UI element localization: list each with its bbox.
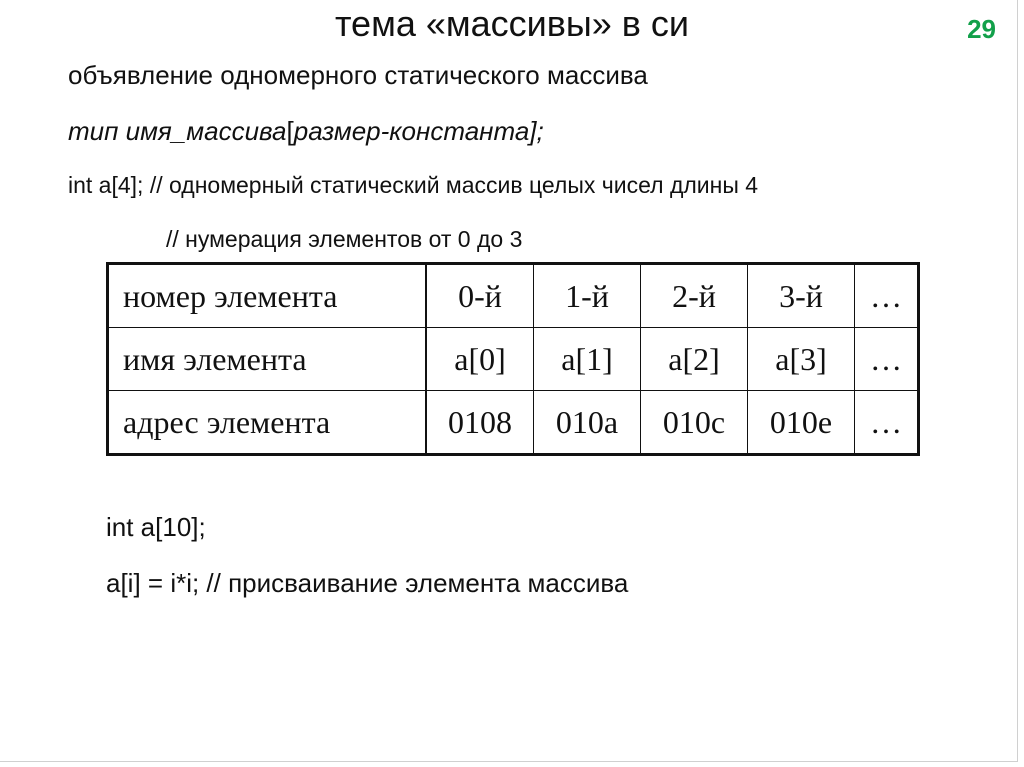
table-row xyxy=(108,328,919,391)
elements-table xyxy=(106,262,920,456)
syntax-prefix: тип имя_массива xyxy=(68,116,287,146)
table-row xyxy=(108,264,919,328)
syntax-inner: размер-константа xyxy=(293,116,530,146)
table-cell: 2-й xyxy=(641,264,748,328)
row-label: номер элемента xyxy=(108,264,427,328)
table-cell: 0-й xyxy=(426,264,534,328)
table-cell: 0108 xyxy=(426,391,534,455)
table-cell: … xyxy=(855,264,919,328)
table-cell: 010c xyxy=(641,391,748,455)
table-cell: 1-й xyxy=(534,264,641,328)
table-cell: a[2] xyxy=(641,328,748,391)
row-label: имя элемента xyxy=(108,328,427,391)
table-cell: a[0] xyxy=(426,328,534,391)
table-cell: 3-й xyxy=(748,264,855,328)
row-label: адрес элемента xyxy=(108,391,427,455)
assignment-line: a[i] = i*i; // присваивание элемента массива xyxy=(106,568,629,598)
example-declaration: int a[4]; // одномерный статический массив целых чисел длины 4 xyxy=(68,172,759,198)
slide-title: тема «массивы» в си xyxy=(334,3,690,44)
syntax-line xyxy=(68,116,544,147)
syntax-bracket-open: [ xyxy=(286,116,294,146)
table-cell: a[1] xyxy=(534,328,641,391)
declaration-heading: объявление одномерного статического массива xyxy=(68,60,648,90)
table-cell: a[3] xyxy=(748,328,855,391)
table-cell: … xyxy=(855,328,919,391)
table-row xyxy=(108,391,919,455)
numbering-comment: // нумерация элементов от 0 до 3 xyxy=(166,226,523,252)
table-cell: … xyxy=(855,391,919,455)
second-declaration: int a[10]; xyxy=(106,512,206,542)
table-cell: 010e xyxy=(748,391,855,455)
page-number: 29 xyxy=(967,14,996,44)
syntax-suffix: ]; xyxy=(529,116,544,146)
table-cell: 010a xyxy=(534,391,641,455)
